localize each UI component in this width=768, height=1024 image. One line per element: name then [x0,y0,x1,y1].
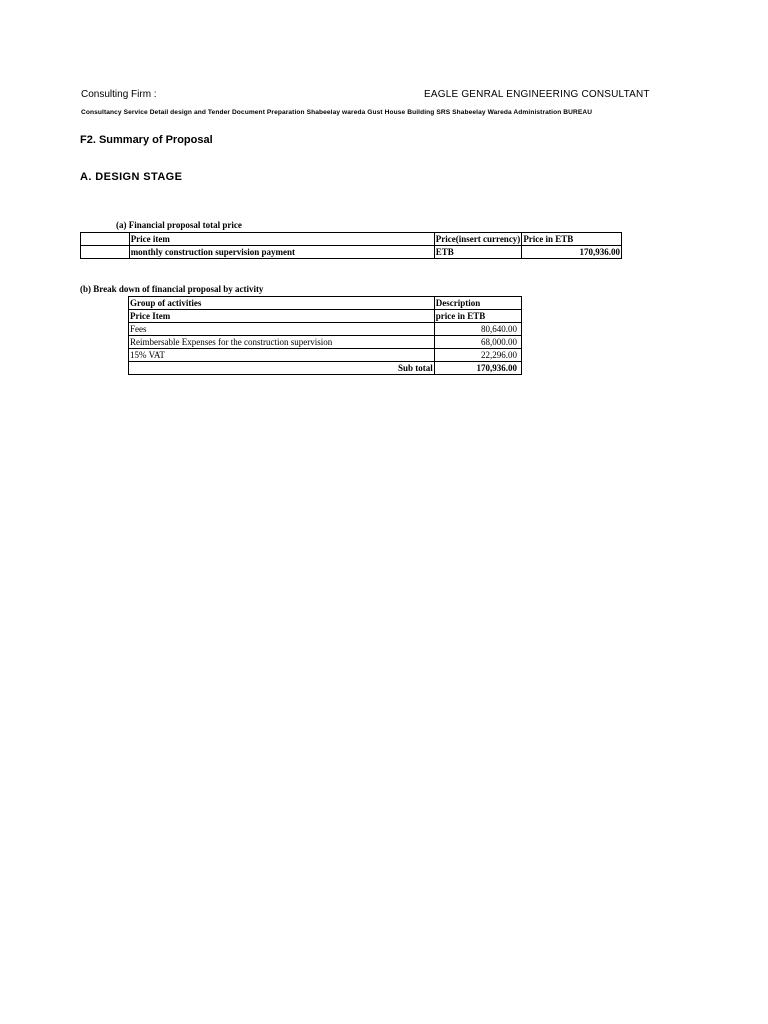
table-cell [81,233,130,246]
table-row [81,233,622,246]
table-row [81,246,622,259]
stage-heading: A. DESIGN STAGE [80,171,183,183]
financial-total-table [80,232,622,259]
table-cell [81,246,130,259]
activity-breakdown-table [128,296,522,375]
header-description: Description [434,297,521,310]
row-item: Reimbersable Expenses for the construction supervision [129,336,435,349]
subtotal-label: Sub total [129,362,435,375]
header-currency: Price(insert currency) [435,234,521,244]
row-currency: ETB [434,246,522,259]
header-price-item: Price item [129,233,434,246]
table-row [129,297,522,310]
consulting-firm-label: Consulting Firm : [81,89,157,100]
row-item: Fees [129,323,435,336]
row-price: 68,000.00 [434,336,521,349]
row-price: 80,640.00 [434,323,521,336]
page-title: F2. Summary of Proposal [80,134,213,146]
row-price: 22,296.00 [434,349,521,362]
header-price-item: Price Item [129,310,435,323]
table-row [129,336,522,349]
firm-name: EAGLE GENRAL ENGINEERING CONSULTANT [424,89,650,100]
row-price: 170,936.00 [579,247,620,257]
header-group: Group of activities [129,297,435,310]
table-row [129,323,522,336]
header-price-etb: Price in ETB [522,233,622,246]
subtotal-row [129,362,522,375]
row-item: monthly construction supervision payment [129,246,434,259]
subtotal-value: 170,936.00 [476,363,517,373]
table-b-caption: (b) Break down of financial proposal by activity [80,284,264,294]
row-item: 15% VAT [129,349,435,362]
table-row [129,310,522,323]
project-subtitle: Consultancy Service Detail design and Tender Document Preparation Shabeelay wareda Gust House Building SRS Shabeelay Wareda Administration BUREAU [81,109,593,116]
table-row [129,349,522,362]
header-price-etb: price in ETB [434,310,521,323]
table-a-caption: (a) Financial proposal total price [116,220,242,230]
